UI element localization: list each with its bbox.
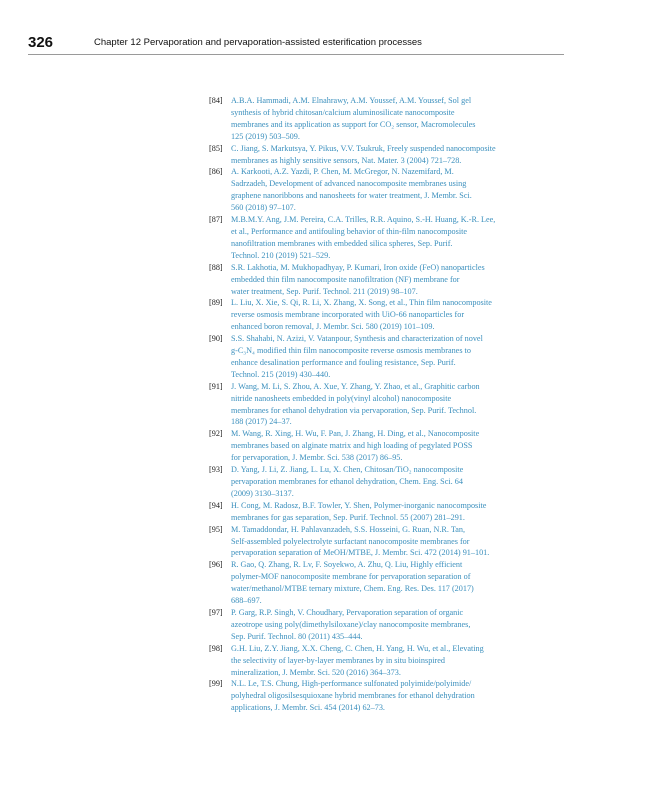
reference-line: the selectivity of layer-by-layer membranes by in situ bioinspired [231,655,446,665]
reference-line: M.B.M.Y. Ang, J.M. Pereira, C.A. Trilles, R.R. Aquino, S.-H. Huang, K.-R. Lee, [231,215,496,225]
reference-list [209,95,569,714]
page-header [28,34,564,55]
reference-number: [91] [209,381,223,391]
reference-item [209,500,569,524]
reference-item [209,678,569,714]
reference-line: membranes as highly sensitive sensors, Nat. Mater. 3 (2004) 721–728. [231,155,462,165]
reference-line: membranes for ethanol dehydration via pervaporation, Sep. Purif. Technol. [231,405,477,415]
reference-line: membranes and its application as support for CO₂ sensor, Macromolecules [231,119,476,129]
reference-item [209,166,569,214]
running-title: Chapter 12 Pervaporation and pervaporation-assisted esterification processes [94,37,422,48]
reference-line: Technol. 215 (2019) 430–440. [231,369,331,379]
reference-line: membranes for gas separation, Sep. Purif. Technol. 55 (2007) 281–291. [231,512,465,522]
reference-line: synthesis of hybrid chitosan/calcium aluminosilicate nanocomposite [231,107,455,117]
reference-text[interactable] [231,607,569,643]
reference-text[interactable] [231,333,569,381]
reference-line: S.S. Shahabi, N. Azizi, V. Vatanpour, Synthesis and characterization of novel [231,334,483,344]
reference-line: Self-assembled polyelectrolyte surfactant nanocomposite membranes for [231,536,470,546]
reference-item [209,333,569,381]
reference-item [209,607,569,643]
reference-item [209,524,569,560]
reference-text[interactable] [231,143,569,167]
reference-line: C. Jiang, S. Markutsya, Y. Pikus, V.V. Tsukruk, Freely suspended nanocomposite [231,143,496,153]
reference-text[interactable] [231,678,569,714]
reference-number: [88] [209,262,223,272]
reference-line: M. Tamaddondar, H. Pahlavanzadeh, S.S. Hosseini, G. Ruan, N.R. Tan, [231,524,466,534]
reference-text[interactable] [231,297,569,333]
reference-line: pervaporation membranes for ethanol dehydration, Chem. Eng. Sci. 64 [231,477,463,486]
reference-item [209,464,569,500]
reference-line: Sep. Purif. Technol. 80 (2011) 435–444. [231,631,363,641]
reference-item [209,428,569,464]
reference-line: water/methanol/MTBE ternary mixture, Chem. Eng. Res. Des. 117 (2017) [231,584,474,594]
reference-text[interactable] [231,214,569,262]
reference-text[interactable] [231,464,569,500]
reference-number: [86] [209,167,223,177]
reference-text[interactable] [231,428,569,464]
reference-line: nitride nanosheets embedded in poly(vinyl alcohol) nanocomposite [231,393,452,403]
reference-line: nanofiltration membranes with embedded silica spheres, Sep. Purif. [231,238,453,248]
reference-item [209,95,569,143]
reference-text[interactable] [231,559,569,607]
reference-item [209,214,569,262]
reference-line: J. Wang, M. Li, S. Zhou, A. Xue, Y. Zhang, Y. Zhao, et al., Graphitic carbon [231,381,480,391]
reference-number: [85] [209,143,223,153]
reference-text[interactable] [231,643,569,679]
page-number: 326 [28,34,54,51]
reference-number: [90] [209,334,223,344]
reference-line: (2009) 3130–3137. [231,488,294,498]
reference-line: 125 (2019) 503–509. [231,131,300,141]
reference-line: H. Cong, M. Radosz, B.F. Towler, Y. Shen, Polymer-inorganic nanocomposite [231,500,487,510]
reference-text[interactable] [231,500,569,524]
reference-number: [99] [209,679,223,689]
reference-line: water treatment, Sep. Purif. Technol. 211 (2019) 98–107. [231,286,418,296]
reference-line: g-C₃N₄ modified thin film nanocomposite reverse osmosis membranes to [231,346,471,356]
reference-line: N.L. Le, T.S. Chung, High-performance sulfonated polyimide/polyimide/ [231,679,472,689]
reference-number: [95] [209,524,223,534]
reference-text[interactable] [231,524,569,560]
reference-item [209,143,569,167]
reference-number: [92] [209,429,223,439]
reference-line: M. Wang, R. Xing, H. Wu, F. Pan, J. Zhang, H. Ding, et al., Nanocomposite [231,429,480,439]
reference-line: embedded thin film nanocomposite nanofiltration (NF) membrane for [231,274,460,284]
reference-line: A. Karkooti, A.Z. Yazdi, P. Chen, M. McGregor, N. Nazemifard, M. [231,167,454,177]
reference-line: enhanced boron removal, J. Membr. Sci. 580 (2019) 101–109. [231,322,435,332]
reference-line: mineralization, J. Membr. Sci. 520 (2016) 364–373. [231,667,401,677]
reference-line: S.R. Lakhotia, M. Mukhopadhyay, P. Kumari, Iron oxide (FeO) nanoparticles [231,262,485,272]
reference-number: [94] [209,500,223,510]
reference-text[interactable] [231,381,569,429]
reference-line: 560 (2018) 97–107. [231,203,296,213]
reference-line: Sadrzadeh, Development of advanced nanocomposite membranes using [231,179,467,189]
reference-line: et al., Performance and antifouling behavior of thin-film nanocomposite [231,226,468,236]
reference-number: [97] [209,607,223,617]
reference-number: [84] [209,96,223,105]
reference-number: [89] [209,298,223,308]
reference-item [209,381,569,429]
reference-line: enhance desalination performance and fouling resistance, Sep. Purif. [231,357,456,367]
reference-text[interactable] [231,95,569,143]
reference-text[interactable] [231,262,569,298]
reference-number: [96] [209,560,223,570]
reference-item [209,297,569,333]
reference-number: [87] [209,215,223,225]
reference-line: 188 (2017) 24–37. [231,417,292,427]
reference-line: L. Liu, X. Xie, S. Qi, R. Li, X. Zhang, X. Song, et al., Thin film nanocomposite [231,298,492,308]
reference-line: 688–697. [231,596,262,606]
reference-item [209,262,569,298]
reference-line: Technol. 210 (2019) 521–529. [231,250,331,260]
reference-line: for pervaporation, J. Membr. Sci. 538 (2017) 86–95. [231,453,403,463]
reference-line: pervaporation separation of MeOH/MTBE, J. Membr. Sci. 472 (2014) 91–101. [231,548,490,558]
reference-line: P. Garg, R.P. Singh, V. Choudhary, Pervaporation separation of organic [231,607,464,617]
reference-line: azeotrope using poly(dimethylsiloxane)/clay nanocomposite membranes, [231,619,471,629]
reference-line: A.B.A. Hammadi, A.M. Elnahrawy, A.M. Youssef, A.M. Youssef, Sol gel [231,96,472,105]
reference-line: G.H. Liu, Z.Y. Jiang, X.X. Cheng, C. Chen, H. Yang, H. Wu, et al., Elevating [231,643,484,653]
reference-line: applications, J. Membr. Sci. 454 (2014) 62–73. [231,703,385,713]
reference-line: graphene nanoribbons and nanosheets for water treatment, J. Membr. Sci. [231,191,472,201]
reference-item [209,559,569,607]
reference-text[interactable] [231,166,569,214]
reference-item [209,643,569,679]
reference-line: polymer-MOF nanocomposite membrane for pervaporation separation of [231,572,471,582]
reference-line: membranes based on alginate matrix and high loading of pegylated POSS [231,441,473,451]
reference-line: R. Gao, Q. Zhang, R. Lv, F. Soyekwo, A. Zhu, Q. Liu, Highly efficient [231,560,463,570]
reference-number: [93] [209,465,223,475]
reference-line: D. Yang, J. Li, Z. Jiang, L. Lu, X. Chen, Chitosan/TiO₂ nanocomposite [231,465,464,475]
reference-number: [98] [209,643,223,653]
reference-line: reverse osmosis membrane incorporated with UiO-66 nanoparticles for [231,310,465,320]
reference-line: polyhedral oligosilsesquioxane hybrid membranes for ethanol dehydration [231,691,475,701]
